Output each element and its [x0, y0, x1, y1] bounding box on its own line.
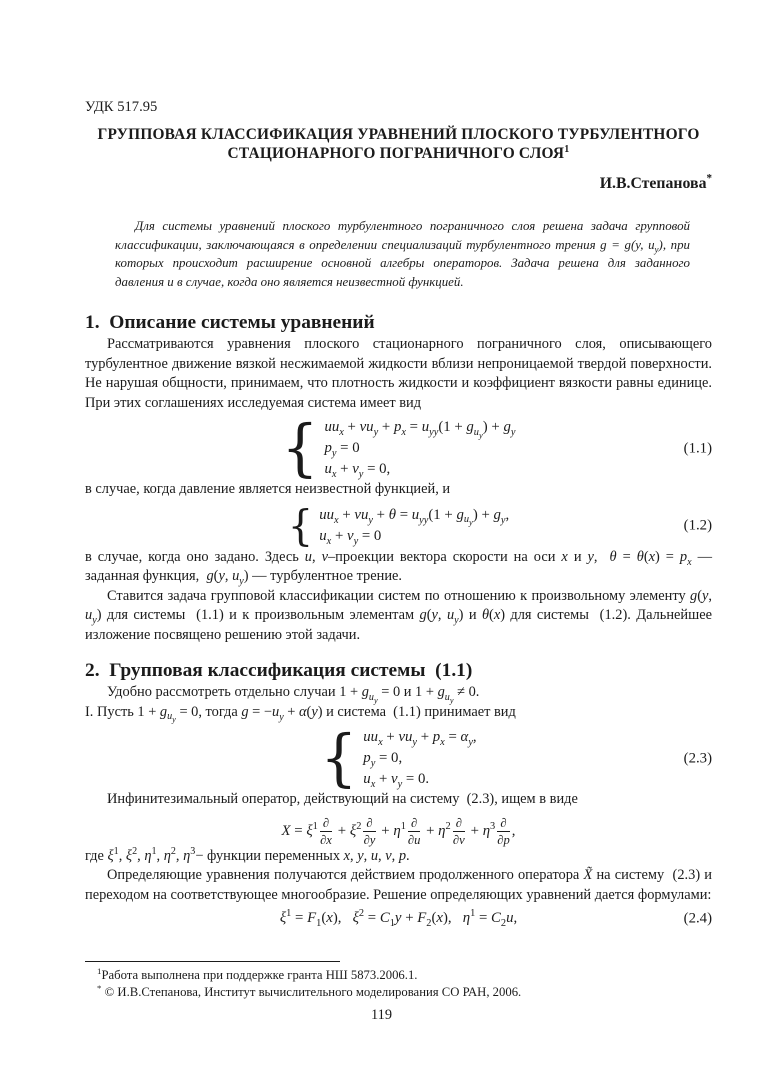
section-1-heading: 1. Описание системы уравнений	[85, 312, 375, 333]
author-name: И.В.Степанова*	[599, 172, 712, 192]
equation-operator-x-body: $X = \xi^1$ $\frac{\partial}{\partial x}$ + $\xi^2$ $\frac{\partial}{\partial y}$ + $\eta^1$ $\frac{\partial}{\partial u}$ + $\eta^2$ $\frac{\partial}{\partial v}$ + $\eta^3$ $\frac{\partial}{\partial p}$ ,	[281, 815, 516, 847]
paragraph-system-description: Рассматриваются уравнения плоского стационарного пограничного слоя, описывающего турбулентное движение вязкой несжимаемой жидкости вблизи непроницаемой твердой поверхности. Не нарушая общности, принимаем, что плотность жидкости и коэффициент вязкости равны единице. При этих соглашениях исследуемая система имеет вид	[85, 336, 712, 411]
system-brace-icon: {	[281, 411, 319, 485]
equation-2-3-line-2: $p_y = 0$,	[363, 750, 403, 769]
page-number: 119	[370, 1007, 393, 1023]
equation-1-1-number: (1.1)	[683, 440, 712, 456]
footnote-rule	[85, 961, 340, 962]
section-2-heading: 2. Групповая классификация системы (1.1)	[85, 660, 473, 681]
abstract-text: Для системы уравнений плоского турбулентного пограничного слоя решена задача групповой классификации, заключающаяся в определении специализаций турбулентного трения g = g(y, $u_y$), при которых происходит расширение основной алгебры операторов. Задача решена для заданного давления и в случае, когда оно является неизвестной функцией.	[115, 219, 690, 289]
equation-operator-x	[85, 816, 712, 847]
footnote-grant: $^1$Работа выполнена при поддержке гранта НШ 5873.2006.1.	[97, 965, 418, 982]
equation-2-4	[85, 908, 712, 929]
paragraph-notation: в случае, когда оно задано. Здесь u, v–проекции вектора скорости на оси x и y, $\theta = \theta(x) = p_x$ — заданная функция, g(y, $u_y$) — турбулентное трение.	[85, 548, 713, 587]
equation-2-3-line-3: $u_x + v_y = 0$.	[363, 771, 430, 790]
equation-1-2-number: (1.2)	[683, 517, 712, 533]
paragraph-case-one: I. Пусть $1 + g_{u_y} = 0$, тогда $g = -u_y + \alpha(y)$ и система (1.1) принимает вид	[85, 703, 516, 725]
paragraph-pressure-unknown: в случае, когда давление является неизвестной функцией, и	[85, 481, 451, 497]
equation-1-1-line-1: $uu_x + vu_y + p_x = u_{yy}(1 + g_{u_y}) + g_y$	[324, 419, 516, 441]
footnote-copyright: * © И.В.Степанова, Институт вычислительного моделирования СО РАН, 2006.	[97, 982, 522, 999]
equation-1-2	[85, 501, 712, 550]
paragraph-operator-intro: Инфинитезимальный оператор, действующий на систему (2.3), ищем в виде	[107, 791, 578, 807]
footnotes	[85, 961, 712, 1000]
udc-code: УДК 517.95	[85, 99, 158, 115]
equation-1-2-line-2: $u_x + v_y = 0$	[319, 527, 382, 547]
system-brace-icon: {	[320, 721, 358, 795]
equation-1-1-line-3: $u_x + v_y = 0$,	[324, 461, 391, 480]
equation-2-3-line-1: $uu_x + vu_y + p_x = \alpha_y$,	[363, 729, 477, 748]
paragraph-cases: Удобно рассмотреть отдельно случаи $1 + g_{u_y} = 0$ и $1 + g_{u_y} \ne 0$.	[107, 684, 480, 705]
equation-2-4-number: (2.4)	[683, 910, 712, 927]
equation-1-1-line-2: $p_y = 0$	[324, 440, 360, 459]
equation-1-2-line-1: $uu_x + vu_y + \theta = u_{yy}(1 + g_{u_y}) + g_y$,	[319, 506, 510, 528]
system-brace-icon: {	[287, 501, 314, 550]
paragraph-determining-equations: Определяющие уравнения получаются действием продолженного оператора X̃ на систему (2.3) и переходом на соответствующее многообразие. Решение определяющих уравнений дается формулами:	[85, 867, 712, 903]
equation-1-1	[85, 411, 712, 485]
equation-2-4-body: $\xi^1 = F_1(x)$, $\xi^2 = C_1y + F_2(x)$, $\eta^1 = C_2u$,	[279, 908, 518, 930]
paragraph-problem-statement: Ставится задача групповой классификации систем по отношению к произвольному элементу g(y, $u_y$) для системы (1.1) и к произвольным элементам g(y, $u_y$) и θ(x) для системы (1.2). Дальнейшее изложение посвящено решению этой задачи.	[85, 587, 712, 643]
equation-2-3-number: (2.3)	[683, 750, 712, 766]
paper-title: ГРУППОВАЯ КЛАССИФИКАЦИЯ УРАВНЕНИЙ ПЛОСКОГО ТУРБУЛЕНТНОГО СТАЦИОНАРНОГО ПОГРАНИЧНОГО СЛОЯ$^1$	[97, 126, 700, 162]
equation-2-3	[85, 721, 712, 795]
paragraph-coefficient-functions: где $\xi^1$, $\xi^2$, $\eta^1$, $\eta^2$, $\eta^3-$ функции переменных x, y, u, v, p.	[85, 845, 410, 864]
